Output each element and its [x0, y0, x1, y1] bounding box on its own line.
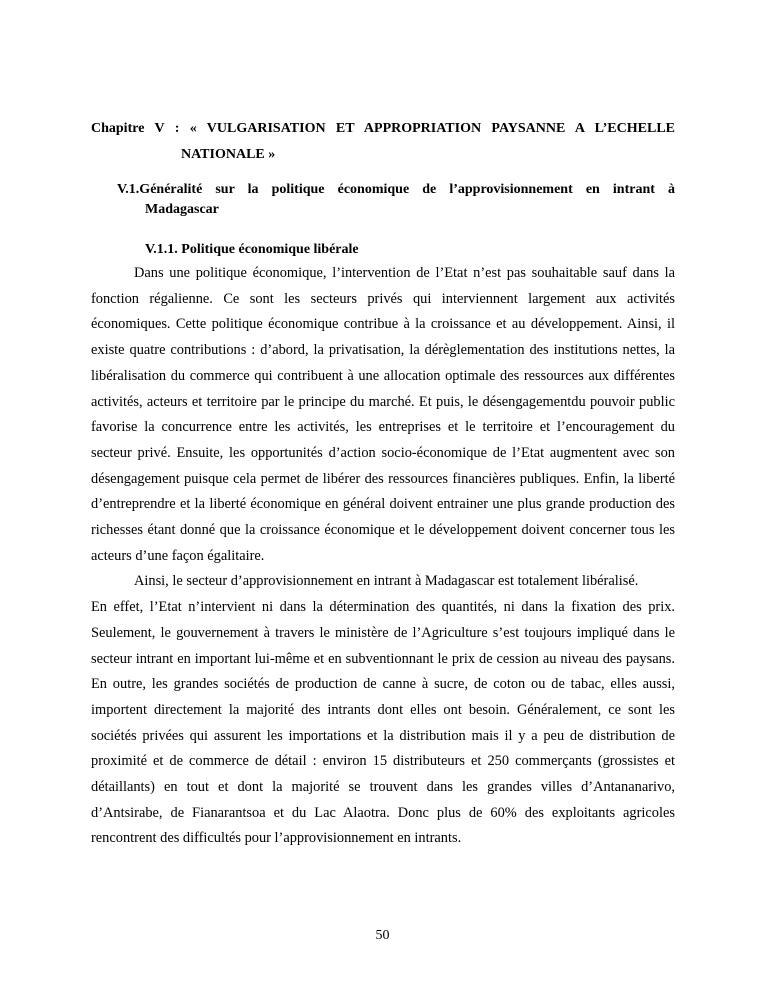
section-heading: [117, 180, 675, 220]
subsection-heading: V.1.1. Politique économique libérale: [145, 242, 359, 257]
section-heading-line2: Madagascar: [145, 202, 219, 217]
paragraph: En effet, l’Etat n’intervient ni dans la détermination des quantités, ni dans la fixation des prix. Seulement, le gouvernement à travers le ministère de l’Agriculture s’est toujours impliqué dans le secteur intrant en important lui-même et en subventionnant le prix de cession au niveau des paysans. En outre, les grandes sociétés de production de canne à sucre, de coton ou de tabac, elles aussi, importent directement la majorité des intrants dont elles ont besoin. Généralement, ce sont les sociétés privées qui assurent les importations et la distribution mais il y a peu de distribution de proximité et de commerce de détail : environ 15 distributeurs et 250 commerçants (grossistes et détaillants) en tout et dont la majorité se trouvent dans les grandes villes d’Antananarivo, d’Antsirabe, de Fianarantsoa et du Lac Alaotra. Donc plus de 60% des exploitants agricoles rencontrent des difficultés pour l’approvisionnement en intrants.: [91, 599, 675, 847]
chapter-heading: [91, 116, 675, 168]
paragraph: Ainsi, le secteur d’approvisionnement en intrant à Madagascar est totalement libéralisé.: [134, 573, 639, 590]
body-text: [91, 261, 675, 852]
section-heading-line1: V.1.Généralité sur la politique économique de l’approvisionnement en intrant à: [117, 182, 675, 197]
chapter-heading-line1: Chapitre V : « VULGARISATION ET APPROPRIATION PAYSANNE A L’ECHELLE: [91, 121, 675, 136]
paragraph: Dans une politique économique, l’intervention de l’Etat n’est pas souhaitable sauf dans la fonction régalienne. Ce sont les secteurs privés qui interviennent largement aux activités économiques. Cette politique économique contribue à la croissance et au développement. Ainsi, il existe quatre contributions : d’abord, la privatisation, la dérèglementation des institutions nettes, la libéralisation du commerce qui contribuent à une allocation optimale des ressources aux différentes activités, acteurs et territoire par le principe du marché. Et puis, le désengagementdu pouvoir public favorise la concurrence entre les activités, les entreprises et le territoire et l’encouragement du secteur privé. Ensuite, les opportunités d’action socio-économique de l’Etat augmentent avec son désengagement puisque cela permet de libérer des ressources financières publiques. Enfin, la liberté d’entreprendre et la liberté économique en général doivent entrainer une plus grande production des richesses étant donné que la croissance économique et le développement doivent concerner tous les acteurs d’une façon égalitaire.: [91, 265, 675, 564]
chapter-heading-line2: NATIONALE »: [181, 147, 276, 162]
page-number: 50: [375, 928, 390, 943]
